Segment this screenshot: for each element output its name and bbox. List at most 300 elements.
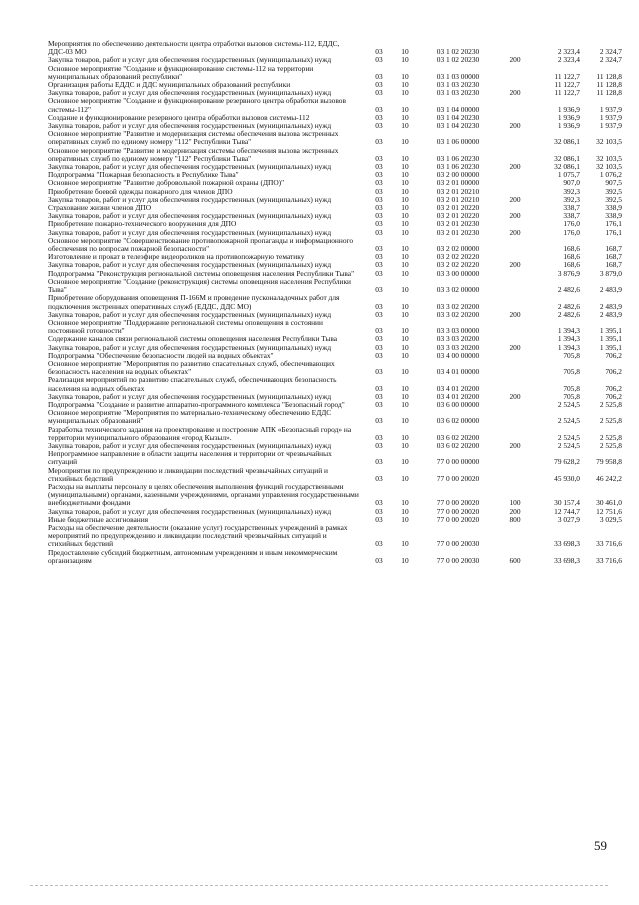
row-subsection-code: 10 bbox=[401, 301, 409, 311]
row-amount-year-2: 907,5 bbox=[605, 179, 622, 188]
row-subsection-code: 10 bbox=[401, 392, 409, 401]
row-subsection-code: 10 bbox=[401, 204, 409, 213]
row-amount-year-1: 2 482,6 bbox=[557, 301, 580, 311]
row-subsection-code: 10 bbox=[401, 171, 409, 180]
row-expense-type-code bbox=[498, 147, 532, 163]
row-expense-type-code: 200 bbox=[509, 195, 521, 204]
table-row bbox=[48, 56, 622, 64]
table-row bbox=[48, 508, 622, 516]
row-subsection-code: 10 bbox=[401, 367, 409, 377]
row-amount-year-2: 168,7 bbox=[605, 244, 622, 254]
row-amount-year-1: 705,8 bbox=[563, 392, 580, 401]
row-amount-year-1: 2 482,6 bbox=[557, 310, 580, 319]
row-name: Закупка товаров, работ и услуг для обеспечения государственных (муниципальных) нужд bbox=[48, 122, 332, 131]
row-target-article-code: 03 4 01 00000 bbox=[436, 367, 480, 377]
row-amount-year-2: 33 716,6 bbox=[596, 555, 622, 565]
table-row bbox=[48, 81, 622, 89]
page-number: 59 bbox=[594, 838, 607, 853]
row-name: Приобретение оборудования оповещения П-166М и проведение пусконаладочных работ для подключения экстренных оперативных служб (ЕДДС, ДДС МО) bbox=[48, 294, 340, 311]
row-expense-type-code bbox=[498, 171, 532, 179]
row-name: Подпрограмма "Создание и развитие аппаратно-программного комплекса "Безопасный город" bbox=[48, 400, 345, 409]
row-expense-type-code: 200 bbox=[509, 310, 521, 319]
row-section-code: 03 bbox=[375, 400, 383, 409]
row-section-code: 03 bbox=[375, 310, 383, 319]
row-amount-year-1: 2 323,4 bbox=[557, 47, 580, 57]
row-name: Иные бюджетные ассигнования bbox=[48, 515, 149, 524]
row-section-code: 03 bbox=[375, 383, 383, 393]
row-expense-type-code: 800 bbox=[509, 515, 521, 524]
row-section-code: 03 bbox=[375, 171, 383, 180]
table-row bbox=[48, 376, 622, 392]
row-section-code: 03 bbox=[375, 507, 383, 516]
row-target-article-code: 03 3 03 00000 bbox=[436, 326, 480, 336]
table-row bbox=[48, 179, 622, 187]
row-expense-type-code: 200 bbox=[509, 122, 521, 131]
row-amount-year-1: 2 482,6 bbox=[557, 285, 580, 295]
row-expense-type-code bbox=[498, 97, 532, 113]
row-section-code: 03 bbox=[375, 301, 383, 311]
table-row bbox=[48, 344, 622, 352]
row-expense-type-code bbox=[498, 335, 532, 343]
row-expense-type-code bbox=[498, 352, 532, 360]
row-amount-year-2: 176,1 bbox=[605, 228, 622, 237]
table-row bbox=[48, 204, 622, 212]
row-amount-year-2: 706,2 bbox=[605, 351, 622, 360]
row-target-article-code: 03 2 01 20210 bbox=[436, 195, 480, 204]
table-row bbox=[48, 352, 622, 360]
table-row bbox=[48, 483, 622, 508]
row-target-article-code: 03 2 01 20220 bbox=[436, 212, 480, 221]
row-expense-type-code bbox=[498, 294, 532, 310]
row-subsection-code: 10 bbox=[401, 326, 409, 336]
row-expense-type-code bbox=[498, 278, 532, 294]
row-subsection-code: 10 bbox=[401, 228, 409, 237]
row-amount-year-2: 79 958,8 bbox=[596, 457, 622, 467]
row-section-code: 03 bbox=[375, 539, 383, 549]
row-expense-type-code bbox=[498, 270, 532, 278]
row-subsection-code: 10 bbox=[401, 261, 409, 270]
row-expense-type-code: 200 bbox=[509, 441, 521, 450]
row-subsection-code: 10 bbox=[401, 457, 409, 467]
row-expense-type-code bbox=[498, 130, 532, 146]
row-target-article-code: 77 0 00 20030 bbox=[436, 555, 480, 565]
row-name: Предоставление субсидий бюджетным, автономным учреждениям и иным некоммерческим организациям bbox=[48, 548, 338, 565]
row-name: Основное мероприятие "Развитие и модернизация системы обеспечения вызова экстренных оперативных служб по единому номеру "112" Республики Тыва" bbox=[48, 146, 339, 163]
row-amount-year-2: 2 525,8 bbox=[599, 400, 622, 409]
row-section-code: 03 bbox=[375, 187, 383, 196]
row-subsection-code: 10 bbox=[401, 310, 409, 319]
row-section-code: 03 bbox=[375, 122, 383, 131]
row-subsection-code: 10 bbox=[401, 351, 409, 360]
row-amount-year-2: 2 324,7 bbox=[599, 56, 622, 65]
row-subsection-code: 10 bbox=[401, 212, 409, 221]
table-row bbox=[48, 229, 622, 237]
row-amount-year-1: 392,3 bbox=[563, 195, 580, 204]
row-amount-year-2: 32 103,5 bbox=[596, 163, 622, 172]
row-amount-year-1: 168,6 bbox=[563, 244, 580, 254]
row-subsection-code: 10 bbox=[401, 498, 409, 508]
row-expense-type-code bbox=[498, 360, 532, 376]
row-subsection-code: 10 bbox=[401, 113, 409, 122]
row-expense-type-code: 200 bbox=[509, 228, 521, 237]
table-row bbox=[48, 401, 622, 409]
row-amount-year-2: 2 324,7 bbox=[599, 47, 622, 57]
table-row bbox=[48, 130, 622, 146]
row-target-article-code: 77 0 00 20030 bbox=[436, 539, 480, 549]
row-section-code: 03 bbox=[375, 335, 383, 344]
row-subsection-code: 10 bbox=[401, 153, 409, 163]
table-row bbox=[48, 335, 622, 343]
table-row bbox=[48, 171, 622, 179]
row-target-article-code: 03 1 03 00000 bbox=[436, 71, 480, 81]
row-name: Закупка товаров, работ и услуг для обеспечения государственных (муниципальных) нужд bbox=[48, 212, 332, 221]
row-amount-year-1: 45 930,0 bbox=[554, 473, 580, 483]
row-amount-year-2: 30 461,0 bbox=[596, 498, 622, 508]
table-row bbox=[48, 40, 622, 56]
row-amount-year-1: 2 524,5 bbox=[557, 416, 580, 426]
row-amount-year-1: 30 157,4 bbox=[554, 498, 580, 508]
table-row bbox=[48, 409, 622, 425]
row-section-code: 03 bbox=[375, 244, 383, 254]
row-target-article-code: 03 2 01 20220 bbox=[436, 204, 480, 213]
row-expense-type-code: 600 bbox=[509, 555, 521, 565]
row-name: Закупка товаров, работ и услуг для обеспечения государственных (муниципальных) нужд bbox=[48, 310, 332, 319]
row-name: Основное мероприятие "Совершенствование противопожарной пропаганды и информационного обеспечения по вопросам пожарной безопасности" bbox=[48, 236, 354, 254]
row-expense-type-code bbox=[498, 220, 532, 228]
row-expense-type-code bbox=[498, 81, 532, 89]
row-section-code: 03 bbox=[375, 47, 383, 57]
row-expense-type-code: 200 bbox=[509, 343, 521, 352]
row-subsection-code: 10 bbox=[401, 195, 409, 204]
row-amount-year-1: 1 394,3 bbox=[557, 343, 580, 352]
row-name: Закупка товаров, работ и услуг для обеспечения государственных (муниципальных) нужд bbox=[48, 261, 332, 270]
row-amount-year-2: 168,7 bbox=[605, 253, 622, 262]
row-name: Закупка товаров, работ и услуг для обеспечения государственных (муниципальных) нужд bbox=[48, 441, 332, 450]
row-target-article-code: 03 3 02 00000 bbox=[436, 285, 480, 295]
table-row bbox=[48, 360, 622, 376]
row-target-article-code: 77 0 00 00000 bbox=[436, 457, 480, 467]
row-expense-type-code bbox=[498, 467, 532, 483]
row-section-code: 03 bbox=[375, 113, 383, 122]
table-row bbox=[48, 253, 622, 261]
row-name: Основное мероприятие "Развитие добровольной пожарной охраны (ДПО)" bbox=[48, 179, 285, 188]
row-amount-year-1: 1 936,9 bbox=[557, 104, 580, 114]
row-target-article-code: 03 1 02 20230 bbox=[436, 56, 480, 65]
row-section-code: 03 bbox=[375, 220, 383, 229]
table-row bbox=[48, 212, 622, 220]
row-amount-year-1: 3 027,9 bbox=[557, 515, 580, 524]
row-amount-year-2: 33 716,6 bbox=[596, 539, 622, 549]
row-name: Приобретение пожарно-технического вооружения для ДПО bbox=[48, 220, 237, 229]
table-row bbox=[48, 278, 622, 294]
row-section-code: 03 bbox=[375, 195, 383, 204]
row-subsection-code: 10 bbox=[401, 555, 409, 565]
table-row bbox=[48, 450, 622, 466]
row-section-code: 03 bbox=[375, 432, 383, 442]
row-amount-year-1: 11 122,7 bbox=[554, 71, 580, 81]
row-amount-year-2: 2 483,9 bbox=[599, 301, 622, 311]
row-amount-year-2: 1 076,2 bbox=[599, 171, 622, 180]
row-amount-year-2: 338,9 bbox=[605, 212, 622, 221]
row-amount-year-2: 176,1 bbox=[605, 220, 622, 229]
row-amount-year-1: 176,0 bbox=[563, 220, 580, 229]
row-expense-type-code bbox=[498, 426, 532, 442]
row-name: Изготовление и прокат в телеэфире видеороликов на противопожарную тематику bbox=[48, 253, 305, 262]
row-expense-type-code: 200 bbox=[509, 89, 521, 98]
row-target-article-code: 03 4 00 00000 bbox=[436, 351, 480, 360]
row-section-code: 03 bbox=[375, 457, 383, 467]
row-amount-year-2: 2 483,9 bbox=[599, 310, 622, 319]
row-target-article-code: 77 0 00 20020 bbox=[436, 498, 480, 508]
row-amount-year-1: 33 698,3 bbox=[554, 539, 580, 549]
row-amount-year-2: 392,5 bbox=[605, 195, 622, 204]
row-target-article-code: 77 0 00 20020 bbox=[436, 507, 480, 516]
row-target-article-code: 03 1 03 20230 bbox=[436, 81, 480, 90]
row-amount-year-2: 1 937,9 bbox=[599, 113, 622, 122]
row-expense-type-code bbox=[498, 188, 532, 196]
row-amount-year-2: 168,7 bbox=[605, 261, 622, 270]
row-subsection-code: 10 bbox=[401, 56, 409, 65]
row-amount-year-2: 32 103,5 bbox=[596, 137, 622, 147]
row-section-code: 03 bbox=[375, 153, 383, 163]
row-section-code: 03 bbox=[375, 343, 383, 352]
row-target-article-code: 03 2 02 20220 bbox=[436, 253, 480, 262]
row-amount-year-1: 705,8 bbox=[563, 383, 580, 393]
row-target-article-code: 03 3 02 20200 bbox=[436, 301, 480, 311]
row-amount-year-2: 2 525,8 bbox=[599, 432, 622, 442]
row-section-code: 03 bbox=[375, 56, 383, 65]
row-amount-year-1: 33 698,3 bbox=[554, 555, 580, 565]
row-section-code: 03 bbox=[375, 498, 383, 508]
table-row bbox=[48, 319, 622, 335]
table-row bbox=[48, 442, 622, 450]
row-amount-year-1: 168,6 bbox=[563, 261, 580, 270]
table-row bbox=[48, 188, 622, 196]
row-subsection-code: 10 bbox=[401, 81, 409, 90]
row-expense-type-code bbox=[498, 319, 532, 335]
row-target-article-code: 03 2 01 00000 bbox=[436, 179, 480, 188]
row-name: Закупка товаров, работ и услуг для обеспечения государственных (муниципальных) нужд bbox=[48, 343, 332, 352]
row-amount-year-2: 12 751,6 bbox=[596, 507, 622, 516]
row-amount-year-1: 1 075,7 bbox=[557, 171, 580, 180]
row-expense-type-code bbox=[498, 409, 532, 425]
row-section-code: 03 bbox=[375, 473, 383, 483]
table-row bbox=[48, 467, 622, 483]
row-target-article-code: 03 2 00 00000 bbox=[436, 171, 480, 180]
row-name: Закупка товаров, работ и услуг для обеспечения государственных (муниципальных) нужд bbox=[48, 163, 332, 172]
row-target-article-code: 03 4 01 20200 bbox=[436, 383, 480, 393]
row-name: Разработка технического задания на проектирование и построение АПК «Безопасный город» на территории муниципального образования «город Кызыл». bbox=[48, 425, 352, 442]
row-expense-type-code: 200 bbox=[509, 261, 521, 270]
row-name: Приобретение боевой одежды пожарного для членов ДПО bbox=[48, 187, 233, 196]
row-name: Основное мероприятие "Мероприятия по материально-техническому обеспечению ЕДДС муниципальных образований" bbox=[48, 409, 332, 426]
row-name: Содержание каналов связи региональной системы оповещения населения Республики Тыва bbox=[48, 335, 338, 344]
row-section-code: 03 bbox=[375, 351, 383, 360]
row-target-article-code: 03 4 01 20200 bbox=[436, 392, 480, 401]
table-row bbox=[48, 237, 622, 253]
row-target-article-code: 03 3 02 20200 bbox=[436, 310, 480, 319]
row-target-article-code: 03 6 00 00000 bbox=[436, 400, 480, 409]
row-target-article-code: 03 2 02 20220 bbox=[436, 261, 480, 270]
row-amount-year-2: 3 879,0 bbox=[599, 269, 622, 278]
row-amount-year-2: 1 937,9 bbox=[599, 122, 622, 131]
row-amount-year-2: 32 103,5 bbox=[596, 153, 622, 163]
row-expense-type-code: 200 bbox=[509, 507, 521, 516]
table-row bbox=[48, 549, 622, 565]
row-amount-year-1: 1 936,9 bbox=[557, 122, 580, 131]
row-target-article-code: 03 3 00 00000 bbox=[436, 269, 480, 278]
table-row bbox=[48, 393, 622, 401]
row-name: Закупка товаров, работ и услуг для обеспечения государственных (муниципальных) нужд bbox=[48, 507, 332, 516]
row-amount-year-2: 1 937,9 bbox=[599, 104, 622, 114]
row-subsection-code: 10 bbox=[401, 335, 409, 344]
row-name: Подпрограмма "Реконструкция региональной системы оповещения населения Республики Тыва" bbox=[48, 269, 355, 278]
row-amount-year-1: 2 524,5 bbox=[557, 432, 580, 442]
row-target-article-code: 03 2 02 00000 bbox=[436, 244, 480, 254]
table-row bbox=[48, 122, 622, 130]
row-amount-year-1: 907,0 bbox=[563, 179, 580, 188]
row-amount-year-2: 392,5 bbox=[605, 187, 622, 196]
row-name: Закупка товаров, работ и услуг для обеспечения государственных (муниципальных) нужд bbox=[48, 89, 332, 98]
row-amount-year-1: 338,7 bbox=[563, 212, 580, 221]
row-name: Подпрограмма "Пожарная безопасность в Республике Тыва" bbox=[48, 171, 239, 180]
row-subsection-code: 10 bbox=[401, 244, 409, 254]
row-expense-type-code bbox=[498, 450, 532, 466]
row-target-article-code: 03 1 04 00000 bbox=[436, 104, 480, 114]
row-amount-year-2: 706,2 bbox=[605, 383, 622, 393]
row-amount-year-2: 11 128,8 bbox=[596, 89, 622, 98]
row-amount-year-2: 11 128,8 bbox=[596, 81, 622, 90]
table-row bbox=[48, 147, 622, 163]
row-section-code: 03 bbox=[375, 416, 383, 426]
table-row bbox=[48, 516, 622, 524]
row-target-article-code: 03 1 03 20230 bbox=[436, 89, 480, 98]
row-amount-year-1: 168,6 bbox=[563, 253, 580, 262]
row-amount-year-1: 32 086,1 bbox=[554, 153, 580, 163]
row-expense-type-code bbox=[498, 65, 532, 81]
row-expense-type-code bbox=[498, 253, 532, 261]
row-subsection-code: 10 bbox=[401, 473, 409, 483]
row-subsection-code: 10 bbox=[401, 539, 409, 549]
row-target-article-code: 03 1 02 20230 bbox=[436, 47, 480, 57]
table-row bbox=[48, 524, 622, 549]
row-name: Закупка товаров, работ и услуг для обеспечения государственных (муниципальных) нужд bbox=[48, 195, 332, 204]
row-amount-year-1: 176,0 bbox=[563, 228, 580, 237]
row-name: Реализация мероприятий по развитию спасательных служб, обеспечивающих безопасность населения на водных объектах bbox=[48, 376, 337, 393]
row-amount-year-2: 706,2 bbox=[605, 392, 622, 401]
row-expense-type-code bbox=[498, 179, 532, 187]
row-amount-year-1: 2 524,5 bbox=[557, 441, 580, 450]
row-amount-year-1: 32 086,1 bbox=[554, 137, 580, 147]
table-body bbox=[48, 40, 622, 565]
table-row bbox=[48, 97, 622, 113]
row-subsection-code: 10 bbox=[401, 71, 409, 81]
row-amount-year-1: 11 122,7 bbox=[554, 81, 580, 90]
table-row bbox=[48, 270, 622, 278]
row-amount-year-1: 1 936,9 bbox=[557, 113, 580, 122]
row-name: Закупка товаров, работ и услуг для обеспечения государственных (муниципальных) нужд bbox=[48, 228, 332, 237]
row-section-code: 03 bbox=[375, 392, 383, 401]
row-subsection-code: 10 bbox=[401, 269, 409, 278]
row-section-code: 03 bbox=[375, 104, 383, 114]
row-expense-type-code bbox=[498, 524, 532, 549]
row-name: Подпрограмма "Обеспечение безопасности людей на водных объектах" bbox=[48, 351, 274, 360]
row-subsection-code: 10 bbox=[401, 515, 409, 524]
row-target-article-code: 03 1 04 20230 bbox=[436, 113, 480, 122]
table-row bbox=[48, 163, 622, 171]
row-target-article-code: 03 2 01 20230 bbox=[436, 220, 480, 229]
row-amount-year-1: 2 323,4 bbox=[557, 56, 580, 65]
row-subsection-code: 10 bbox=[401, 416, 409, 426]
row-target-article-code: 03 6 02 20200 bbox=[436, 441, 480, 450]
row-section-code: 03 bbox=[375, 89, 383, 98]
row-section-code: 03 bbox=[375, 515, 383, 524]
row-amount-year-2: 2 483,9 bbox=[599, 285, 622, 295]
row-section-code: 03 bbox=[375, 204, 383, 213]
row-amount-year-1: 1 394,3 bbox=[557, 326, 580, 336]
row-amount-year-1: 3 876,9 bbox=[557, 269, 580, 278]
row-name: Организация работы ЕДДС и ДДС муниципальных образований республики bbox=[48, 81, 291, 90]
row-subsection-code: 10 bbox=[401, 400, 409, 409]
row-target-article-code: 77 0 00 20020 bbox=[436, 473, 480, 483]
row-name: Создание и функционирование резервного центра обработки вызовов системы-112 bbox=[48, 113, 310, 122]
row-section-code: 03 bbox=[375, 269, 383, 278]
row-subsection-code: 10 bbox=[401, 441, 409, 450]
row-section-code: 03 bbox=[375, 555, 383, 565]
row-subsection-code: 10 bbox=[401, 343, 409, 352]
row-expense-type-code bbox=[498, 376, 532, 392]
row-subsection-code: 10 bbox=[401, 89, 409, 98]
row-target-article-code: 03 6 02 00000 bbox=[436, 416, 480, 426]
row-subsection-code: 10 bbox=[401, 285, 409, 295]
row-amount-year-2: 1 395,1 bbox=[599, 335, 622, 344]
row-name: Основное мероприятие "Создание и функционирование системы-112 на территории муниципальных образований республики" bbox=[48, 64, 314, 81]
row-name: Закупка товаров, работ и услуг для обеспечения государственных (муниципальных) нужд bbox=[48, 56, 332, 65]
row-name: Мероприятия по обеспечению деятельности центра отработки вызовов системы-112, ЕДДС, ДДС-03 МО bbox=[48, 40, 340, 57]
row-section-code: 03 bbox=[375, 285, 383, 295]
row-name: Расходы на обеспечение деятельности (оказание услуг) государственных учреждений в рамках мероприятий по предупреждению и ликвидации последствий чрезвычайных ситуаций и стихийных бедствий bbox=[48, 523, 348, 549]
row-amount-year-2: 46 242,2 bbox=[596, 473, 622, 483]
row-amount-year-2: 2 525,8 bbox=[599, 416, 622, 426]
row-amount-year-2: 1 395,1 bbox=[599, 326, 622, 336]
table-row bbox=[48, 220, 622, 228]
row-amount-year-1: 705,8 bbox=[563, 367, 580, 377]
row-section-code: 03 bbox=[375, 326, 383, 336]
row-target-article-code: 03 1 06 20230 bbox=[436, 163, 480, 172]
row-subsection-code: 10 bbox=[401, 220, 409, 229]
row-section-code: 03 bbox=[375, 163, 383, 172]
table-row bbox=[48, 89, 622, 97]
table-row bbox=[48, 65, 622, 81]
row-amount-year-1: 11 122,7 bbox=[554, 89, 580, 98]
row-name: Основное мероприятие "Создание и функционирование резервного центра обработки вызовов системы-112" bbox=[48, 97, 346, 114]
row-amount-year-1: 32 086,1 bbox=[554, 163, 580, 172]
row-target-article-code: 03 1 04 20230 bbox=[436, 122, 480, 131]
table-row bbox=[48, 311, 622, 319]
row-expense-type-code bbox=[498, 237, 532, 253]
row-subsection-code: 10 bbox=[401, 187, 409, 196]
table-row bbox=[48, 426, 622, 442]
row-expense-type-code: 100 bbox=[509, 498, 521, 508]
row-expense-type-code bbox=[498, 204, 532, 212]
row-name: Основное мероприятие "Развитие и модернизация системы обеспечения вызова экстренных оперативных служб по единому номеру "112" Республики Тыва" bbox=[48, 130, 339, 147]
row-expense-type-code: 200 bbox=[509, 392, 521, 401]
row-subsection-code: 10 bbox=[401, 122, 409, 131]
budget-table bbox=[48, 40, 622, 565]
row-expense-type-code bbox=[498, 114, 532, 122]
row-name: Закупка товаров, работ и услуг для обеспечения государственных (муниципальных) нужд bbox=[48, 392, 332, 401]
row-subsection-code: 10 bbox=[401, 104, 409, 114]
